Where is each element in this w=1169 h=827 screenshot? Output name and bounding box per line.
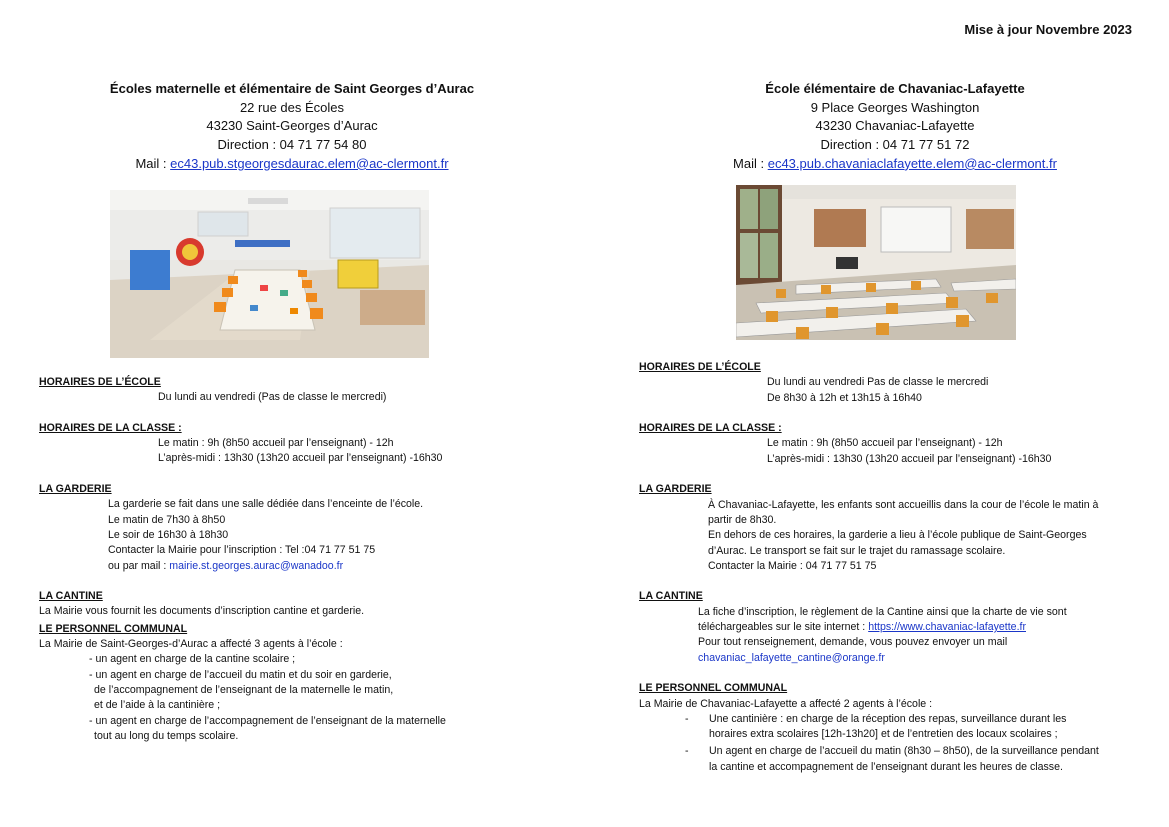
list-item: - un agent en charge de l’accueil du matin et du soir en garderie, bbox=[89, 668, 392, 681]
left-cantine-title: LA CANTINE bbox=[39, 590, 103, 603]
right-cantine-site-line: téléchargeables sur le site internet : https://www.chavaniac-lafayette.fr bbox=[698, 621, 1026, 634]
left-mail-line: Mail : ec43.pub.stgeorgesdaurac.elem@ac-clermont.fr bbox=[135, 155, 449, 171]
left-garderie-mail-line: ou par mail : mairie.st.georges.aurac@wanadoo.fr bbox=[108, 559, 344, 572]
list-item-continuation: horaires extra scolaires [12h-13h20] et de l’entretien des locaux scolaires ; bbox=[709, 728, 1058, 741]
right-garderie-line: d’Aurac. Le transport se fait sur le trajet du ramassage scolaire. bbox=[708, 544, 1006, 557]
left-address-street: 22 rue des Écoles bbox=[239, 99, 345, 115]
list-item: - Une cantinière : en charge de la réception des repas, surveillance durant les bbox=[639, 712, 1159, 727]
left-classroom-photo bbox=[110, 190, 429, 358]
list-item: - un agent en charge de la cantine scolaire ; bbox=[89, 653, 296, 666]
right-address-city: 43230 Chavaniac-Lafayette bbox=[815, 118, 975, 134]
left-header bbox=[0, 80, 584, 174]
right-garderie-line: À Chavaniac-Lafayette, les enfants sont accueillis dans la cour de l’école le matin à bbox=[708, 498, 1099, 511]
list-item: - un agent en charge de l’accompagnement de l’enseignant de la maternelle bbox=[89, 714, 446, 727]
right-body bbox=[639, 360, 1159, 775]
left-mail-link[interactable]: ec43.pub.stgeorgesdaurac.elem@ac-clermont.fr bbox=[170, 155, 449, 171]
right-horaires-classe-title: HORAIRES DE LA CLASSE : bbox=[639, 422, 782, 435]
left-horaires-ecole-line: Du lundi au vendredi (Pas de classe le mercredi) bbox=[158, 391, 387, 404]
list-item: - Un agent en charge de l’accueil du matin (8h30 – 8h50), de la surveillance pendant bbox=[639, 744, 1159, 759]
left-garderie-mail[interactable]: mairie.st.georges.aurac@wanadoo.fr bbox=[169, 559, 344, 572]
left-body bbox=[39, 375, 579, 744]
list-item-continuation: tout au long du temps scolaire. bbox=[94, 729, 239, 742]
right-horaires-ecole-line: Du lundi au vendredi Pas de classe le mercredi bbox=[767, 376, 989, 389]
right-mail-link[interactable]: ec43.pub.chavaniaclafayette.elem@ac-clermont.fr bbox=[767, 155, 1057, 171]
left-personnel-intro: La Mairie de Saint-Georges-d’Aurac a affecté 3 agents à l’école : bbox=[39, 638, 343, 651]
update-date: Mise à jour Novembre 2023 bbox=[964, 22, 1132, 37]
right-header bbox=[603, 80, 1169, 174]
right-cantine-mail[interactable]: chavaniac_lafayette_cantine@orange.fr bbox=[698, 651, 885, 664]
bullet-dash: - bbox=[685, 712, 689, 725]
right-horaires-ecole-line: De 8h30 à 12h et 13h15 à 16h40 bbox=[767, 391, 922, 404]
right-cantine-site-link[interactable]: https://www.chavaniac-lafayette.fr bbox=[868, 621, 1026, 634]
right-personnel-intro: La Mairie de Chavaniac-Lafayette a affecté 2 agents à l’école : bbox=[639, 697, 933, 710]
left-address-city: 43230 Saint-Georges d’Aurac bbox=[206, 118, 378, 134]
right-garderie-line: partir de 8h30. bbox=[708, 513, 777, 526]
right-horaires-classe-line: Le matin : 9h (8h50 accueil par l’enseignant) - 12h bbox=[767, 437, 1003, 450]
right-horaires-ecole-title: HORAIRES DE L’ÉCOLE bbox=[639, 361, 761, 373]
left-school-title: Écoles maternelle et élémentaire de Saint Georges d’Aurac bbox=[109, 81, 475, 96]
right-cantine-title: LA CANTINE bbox=[639, 590, 703, 603]
left-personnel-title: LE PERSONNEL COMMUNAL bbox=[39, 622, 188, 635]
right-cantine-line: La fiche d’inscription, le règlement de la Cantine ainsi que la charte de vie sont bbox=[698, 605, 1067, 618]
left-horaires-classe-line: Le matin : 9h (8h50 accueil par l’enseignant) - 12h bbox=[158, 437, 394, 450]
right-garderie-title: LA GARDERIE bbox=[639, 483, 712, 496]
list-item-continuation: la cantine et accompagnement de l’enseignant durant les heures de classe. bbox=[709, 760, 1063, 773]
left-horaires-ecole-title: HORAIRES DE L’ÉCOLE bbox=[39, 376, 161, 388]
right-cantine-line: Pour tout renseignement, demande, vous pouvez envoyer un mail bbox=[698, 636, 1008, 649]
list-item-continuation: de l’accompagnement de l’enseignant de la maternelle le matin, bbox=[94, 683, 394, 696]
right-garderie-line: Contacter la Mairie : 04 71 77 51 75 bbox=[708, 559, 877, 572]
right-garderie-line: En dehors de ces horaires, la garderie a lieu à l’école publique de Saint-Georges bbox=[708, 529, 1087, 542]
left-garderie-line: La garderie se fait dans une salle dédiée dans l’enceinte de l’école. bbox=[108, 498, 424, 511]
right-classroom-photo bbox=[736, 185, 1016, 340]
list-item-continuation: et de l’aide à la cantinière ; bbox=[94, 699, 221, 712]
left-horaires-classe-line: L’après-midi : 13h30 (13h20 accueil par l’enseignant) -16h30 bbox=[158, 452, 443, 465]
left-garderie-line: Le matin de 7h30 à 8h50 bbox=[108, 513, 226, 526]
bullet-dash: - bbox=[685, 745, 689, 758]
right-horaires-classe-line: L’après-midi : 13h30 (13h20 accueil par l’enseignant) -16h30 bbox=[767, 452, 1052, 465]
left-phone: Direction : 04 71 77 54 80 bbox=[217, 137, 367, 153]
left-horaires-classe-title: HORAIRES DE LA CLASSE : bbox=[39, 421, 182, 434]
right-phone: Direction : 04 71 77 51 72 bbox=[820, 137, 970, 153]
left-cantine-line: La Mairie vous fournit les documents d’inscription cantine et garderie. bbox=[39, 605, 365, 618]
left-garderie-title: LA GARDERIE bbox=[39, 483, 112, 496]
right-personnel-title: LE PERSONNEL COMMUNAL bbox=[639, 682, 788, 695]
right-mail-line: Mail : ec43.pub.chavaniaclafayette.elem@ac-clermont.fr bbox=[733, 155, 1057, 171]
left-garderie-line: Le soir de 16h30 à 18h30 bbox=[108, 528, 229, 541]
right-address-street: 9 Place Georges Washington bbox=[810, 99, 980, 115]
left-garderie-line: Contacter la Mairie pour l’inscription : Tel :04 71 77 51 75 bbox=[108, 544, 376, 557]
right-school-title: École élémentaire de Chavaniac-Lafayette bbox=[765, 81, 1025, 96]
